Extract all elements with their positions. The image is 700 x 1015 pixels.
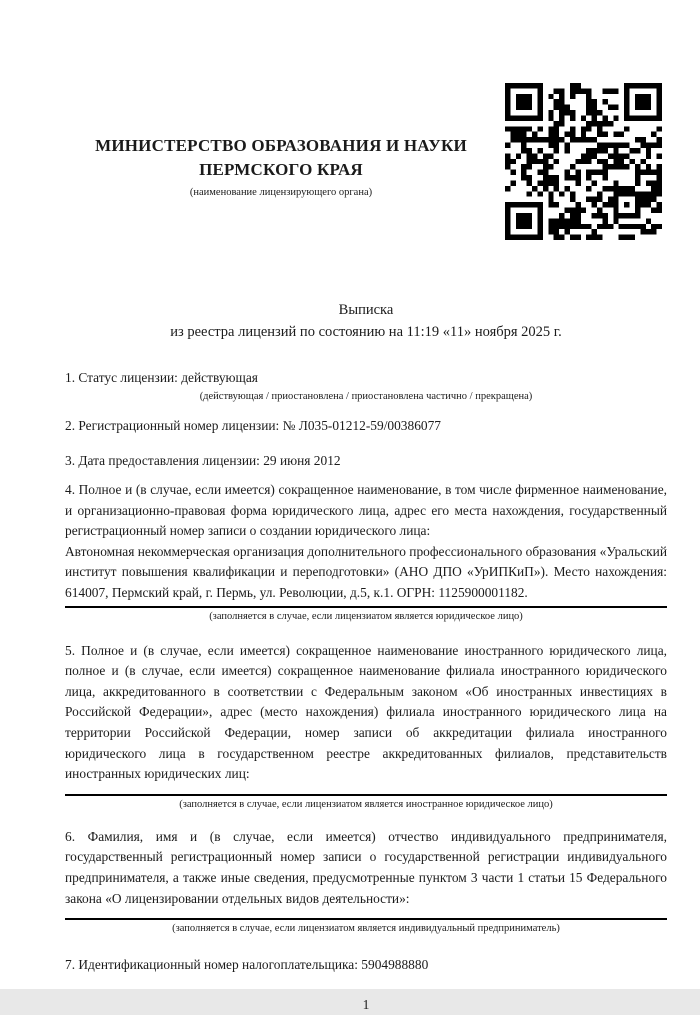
- fill-rule-individual-entrepreneur: [65, 918, 667, 920]
- ministry-name-line1: МИНИСТЕРСТВО ОБРАЗОВАНИЯ И НАУКИ: [95, 136, 467, 155]
- document-title: [65, 299, 667, 343]
- title-line2: из реестра лицензий по состоянию на 11:19 «11» ноября 2025 г.: [170, 324, 562, 340]
- title-line1: Выписка: [338, 302, 394, 318]
- empty-answer-space: [65, 785, 667, 792]
- licensing-authority-caption: (наименование лицензирующего органа): [189, 187, 373, 198]
- license-status-text: 1. Статус лицензии: действующая: [65, 370, 258, 385]
- fill-rule-legal-entity: [65, 606, 667, 608]
- individual-entrepreneur-field: [65, 827, 667, 936]
- foreign-entity-question: 5. Полное и (в случае, если имеется) сокращенное наименование иностранного юридического лица, полное и (в случае, если имеется) сокращенное наименование филиала иностранного юридического лица, аккредитованного в соответствии с Федеральным законом «Об иностранных инвестициях в Российской Федерации», адрес (место нахождения) филиала иностранного юридического лица на территории Российской Федерации, номер записи об аккредитации филиала иностранного юридического лица в государственном реестре аккредитованных филиалов, представительств иностранных юридических лиц:: [65, 642, 667, 782]
- legal-entity-value: Автономная некоммерческая организация дополнительного профессионального образования «Уральский институт повышения квалификации и переподготовки» (АНО ДПО «УрИПКиП»). Место нахождения: 614007, Пермский край, г. Пермь, ул. Революции, д.5, к.1. ОГРН: 1125900001182.: [65, 543, 667, 600]
- foreign-entity-caption: (заполняется в случае, если лицензиатом является иностранное юридическое лицо): [179, 798, 553, 810]
- legal-entity-caption: (заполняется в случае, если лицензиатом является юридическое лицо): [209, 610, 523, 622]
- legal-entity-question: 4. Полное и (в случае, если имеется) сокращенное наименование, в том числе фирменное наименование, и организационно-правовая форма юридического лица, адрес его места нахождения, государственный регистрационный номер записи о создании юридического лица:: [65, 482, 667, 539]
- license-status-caption: (действующая / приостановлена / приостановлена частично / прекращена): [199, 391, 533, 402]
- document-content: [65, 0, 667, 1015]
- individual-entrepreneur-question: 6. Фамилия, имя и (в случае, если имеется) отчество индивидуального предпринимателя, государственный регистрационный номер записи о государственной регистрации индивидуального предпринимателя, а также иные сведения, предусмотренные пунктом 3 части 1 статьи 15 Федерального закона «О лицензировании отдельных видов деятельности»:: [65, 828, 667, 906]
- license-grant-date-text: 3. Дата предоставления лицензии: 29 июня 2012: [65, 453, 341, 468]
- license-grant-date-field: [65, 450, 667, 471]
- taxpayer-id-text: 7. Идентификационный номер налогоплательщика: 5904988880: [65, 957, 429, 973]
- empty-answer-space: [65, 909, 667, 916]
- registration-number-text: 2. Регистрационный номер лицензии: № Л035-01212-59/00386077: [65, 418, 441, 433]
- individual-entrepreneur-caption: (заполняется в случае, если лицензиатом является индивидуальный предприниматель): [172, 923, 560, 935]
- legal-entity-field: [65, 480, 667, 624]
- ministry-name-line2: ПЕРМСКОГО КРАЯ: [199, 160, 363, 179]
- taxpayer-id-field: [65, 954, 667, 975]
- registration-number-field: [65, 415, 667, 436]
- page-number: 1: [362, 997, 370, 1013]
- fill-rule-foreign-entity: [65, 794, 667, 796]
- license-status-field: [65, 367, 667, 404]
- licensing-authority-name: [65, 134, 497, 182]
- foreign-entity-field: [65, 641, 667, 812]
